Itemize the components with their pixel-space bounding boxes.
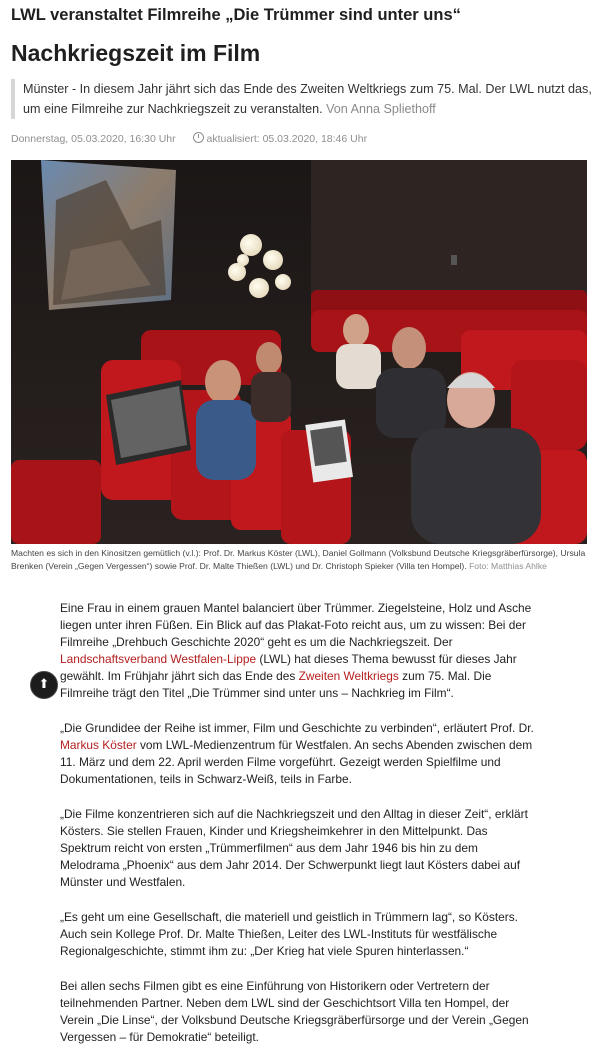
paragraph-text: (LWL) hat dieses Thema bewusst für dieses Jahr gewählt. Im Frühjahr jährt sich das Ende des [60, 652, 517, 683]
published-date: Donnerstag, 05.03.2020, 16:30 Uhr [11, 133, 176, 145]
body-paragraph: Bei allen sechs Filmen gibt es eine Einführung von Historikern oder Vertretern der teilnehmenden Partner. Neben dem LWL sind der Geschichtsort Villa ten Hompel, der Verein „Die Linse“, der Volksbund Deutsche Kriegsgräberfürsorge und der Verein „Gegen Vergessen – für Demokratie“ beteiligt. [60, 979, 529, 1044]
link-markus-koester[interactable]: Markus Köster [60, 738, 137, 752]
scroll-up-button[interactable] [30, 671, 58, 699]
updated-date: aktualisiert: 05.03.2020, 18:46 Uhr [206, 133, 368, 145]
lead-text: Münster - In diesem Jahr jährt sich das Ende des Zweiten Weltkriegs zum 75. Mal. Der LWL nutzt das, um eine Filmreihe zur Nachkriegszeit zu veranstalten. [23, 82, 592, 116]
paragraph-text: vom LWL-Medienzentrum für Westfalen. An sechs Abenden zwischen dem 11. März und dem 22. April werden Filme vorgeführt. Gezeigt werden Spielfilme und Dokumentationen, teils in Schwarz-Weiß, teils in Farbe. [60, 738, 533, 786]
link-zweiter-weltkrieg[interactable]: Zweiten Weltkriegs [298, 669, 399, 683]
article-lead [11, 79, 595, 119]
article-dates [11, 132, 591, 145]
article-headline: Nachkriegszeit im Film [11, 40, 261, 66]
body-paragraph [60, 600, 535, 702]
clock-icon [193, 132, 204, 143]
paragraph-text: Eine Frau in einem grauen Mantel balanciert über Trümmer. Ziegelsteine, Holz und Asche liegen unter ihren Füßen. Ein Blick auf das Plakat-Foto reicht aus, um zu wissen: Bei der Filmreihe „Drehbuch Geschichte 2020“ geht es um die Nachkriegszeit. Der [60, 601, 532, 649]
article-body [60, 600, 535, 1064]
body-paragraph: „Es geht um eine Gesellschaft, die materiell und geistlich in Trümmern lag“, so Kösters. Auch sein Kollege Prof. Dr. Malte Thießen, Leiter des LWL-Instituts für westfälische Regionalgeschichte, stimmt ihm zu: „Der Krieg hat viele Spuren hinterlassen.“ [60, 910, 518, 958]
caption-text: Machten es sich in den Kinositzen gemütlich (v.l.): Prof. Dr. Markus Köster (LWL), Daniel Gollmann (Volksbund Deutsche Kriegsgräberfürsorge), Ursula Brenken (Verein „Gegen Vergessen“) sowie Prof. Dr. Malte Thießen (LWL) und Dr. Christoph Spieker (Villa ten Hompel). [11, 548, 586, 571]
cinema-photo-illustration [11, 160, 587, 544]
author-byline[interactable]: Von Anna Spliethoff [326, 102, 436, 116]
paragraph-text: zum 75. Mal. Die Filmreihe trägt den Titel „Die Trümmer sind unter uns – Nachkrieg im Film“. [60, 669, 492, 700]
body-paragraph: „Die Filme konzentrieren sich auf die Nachkriegszeit und den Alltag in dieser Zeit“, erklärt Kösters. Sie stellen Frauen, Kinder und Kriegsheimkehrer in den Mittelpunkt. Das Spektrum reicht von ersten „Trümmerfilmen“ aus dem Jahr 1946 bis hin zu dem Melodrama „Phoenix“ aus dem Jahr 2014. Der Schwerpunkt liegt laut Kösters dabei auf Münster und Westfalen. [60, 807, 528, 889]
paragraph-text: „Die Grundidee der Reihe ist immer, Film und Geschichte zu verbinden“, erläutert Prof. Dr. [60, 721, 534, 735]
photo-caption [11, 547, 589, 572]
link-landschaftsverband[interactable]: Landschaftsverband Westfalen-Lippe [60, 652, 257, 666]
photo-credit: Foto: Matthias Ahlke [469, 560, 547, 571]
double-chevron-up-icon: ⬆ [38, 676, 50, 691]
article-kicker: LWL veranstaltet Filmreihe „Die Trümmer sind unter uns“ [11, 6, 461, 24]
body-paragraph [60, 720, 535, 788]
